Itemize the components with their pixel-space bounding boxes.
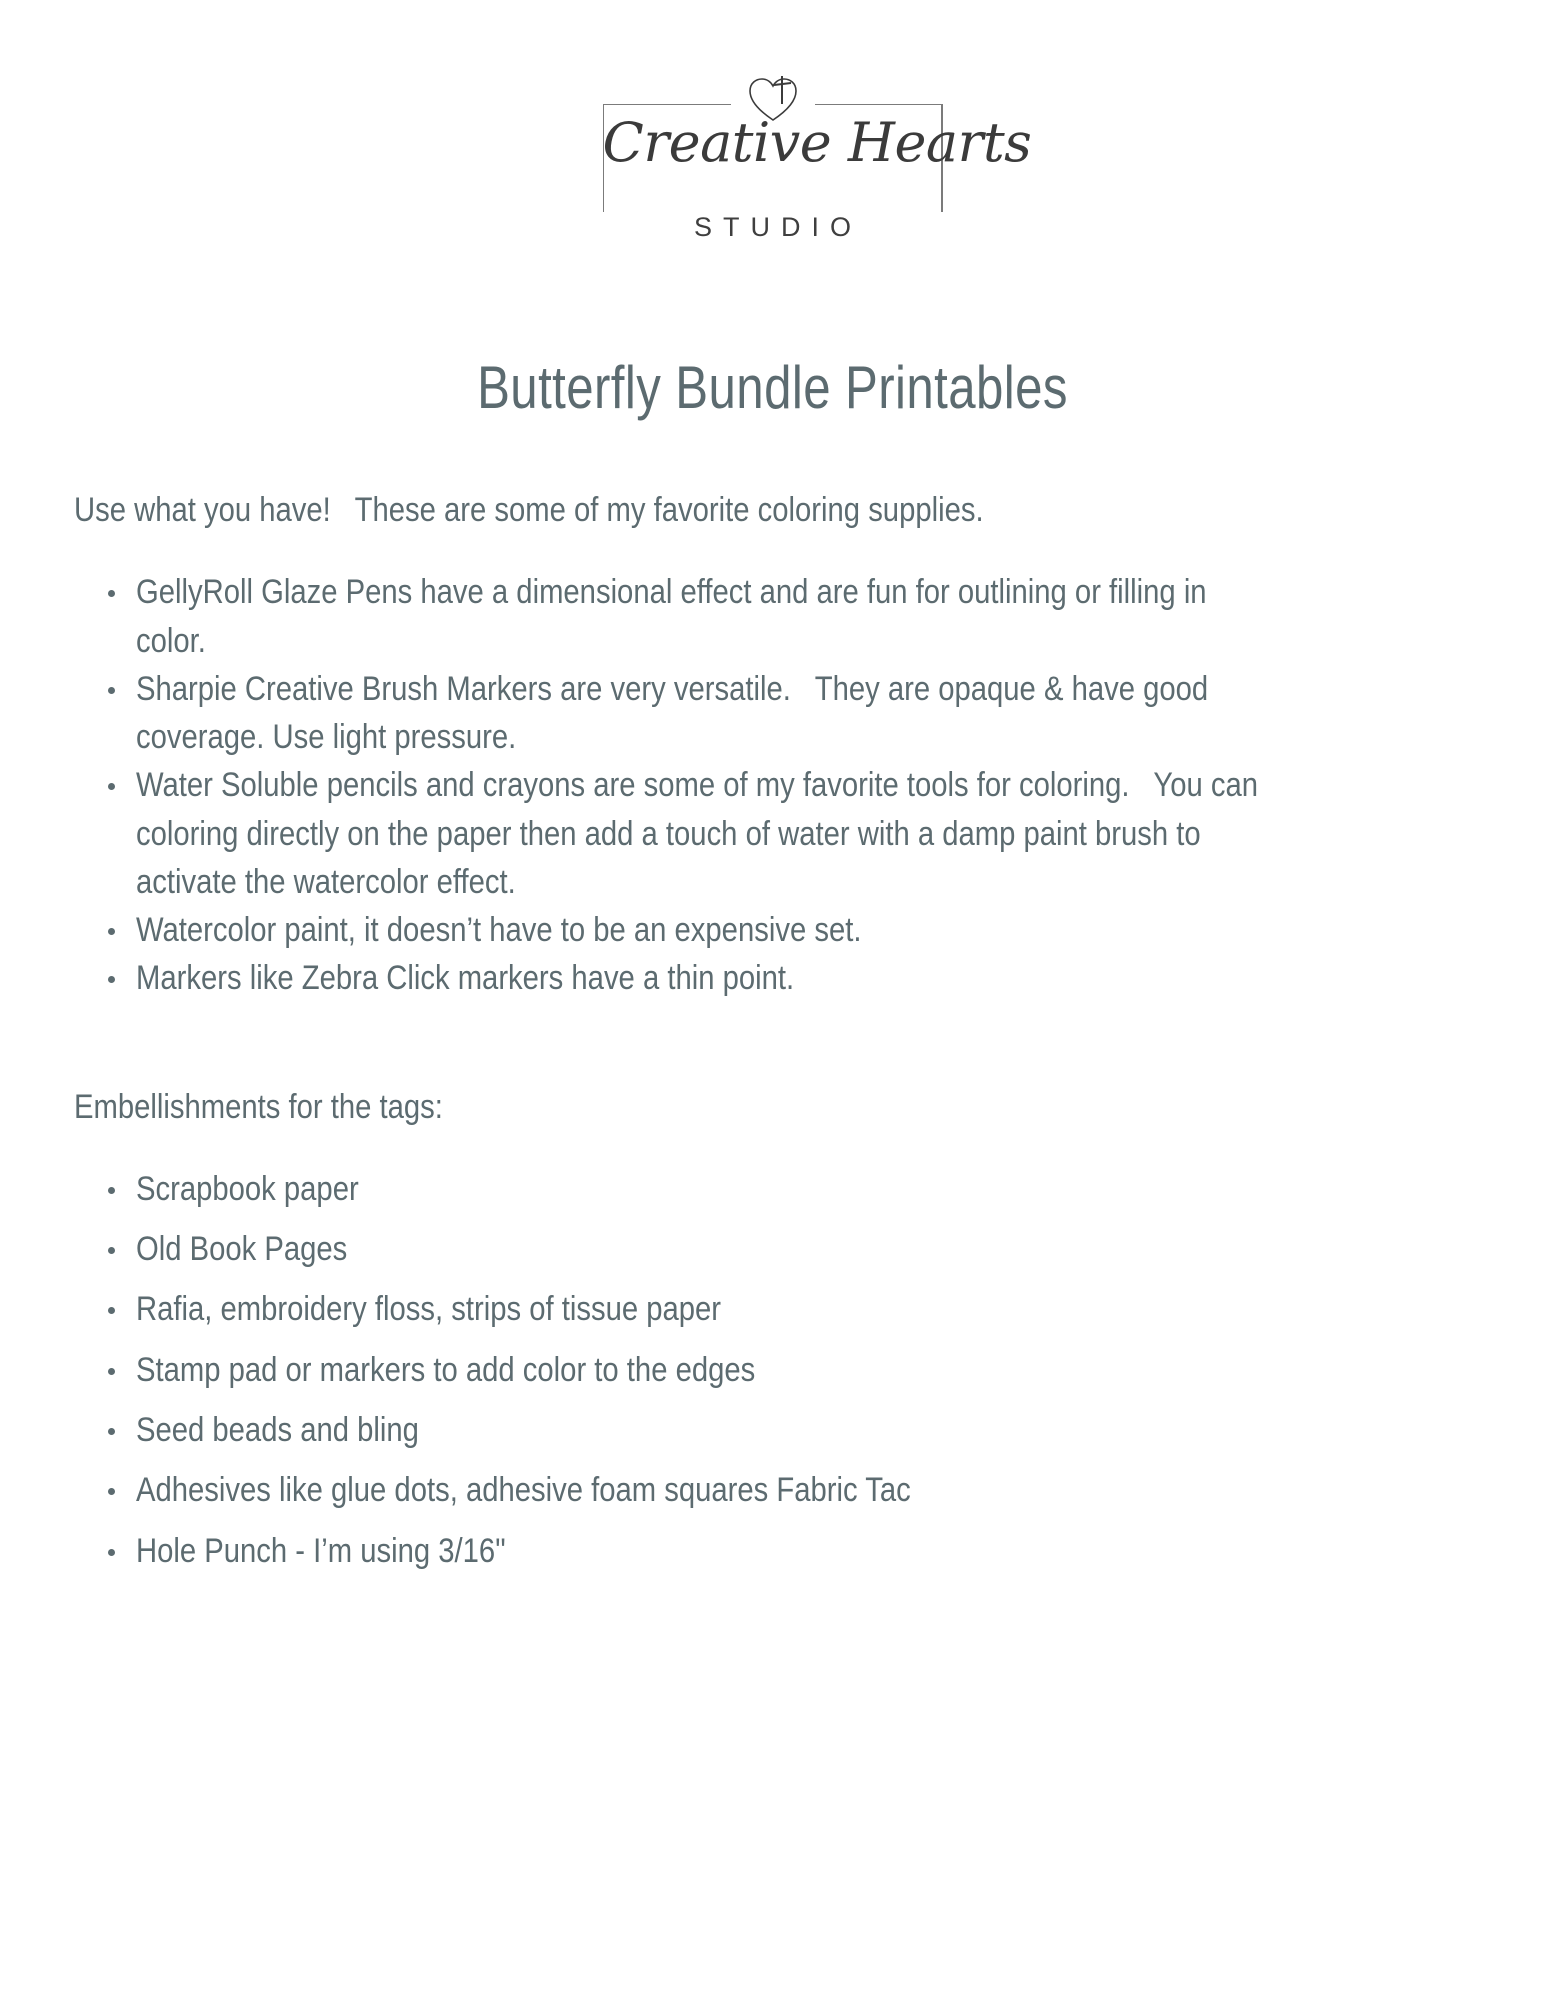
list-item-text: Adhesives like glue dots, adhesive foam squares Fabric Tac xyxy=(136,1471,911,1510)
logo-frame-top-right-rule xyxy=(815,104,943,105)
list-item-text: Scrapbook paper xyxy=(136,1169,359,1208)
list-item-text: Stamp pad or markers to add color to the edges xyxy=(136,1350,756,1389)
list-item-text: Hole Punch - I’m using 3/16" xyxy=(136,1531,506,1570)
list-item xyxy=(74,906,1471,954)
list-item-text: Watercolor paint, it doesn’t have to be an expensive set. xyxy=(136,911,862,950)
list-item xyxy=(74,1527,1471,1575)
list-item-text: Markers like Zebra Click markers have a thin point. xyxy=(136,959,795,998)
list-item-text: Old Book Pages xyxy=(136,1230,348,1269)
list-item-text: GellyRoll Glaze Pens have a dimensional effect and are fun for outlining or filling in color. xyxy=(136,573,1215,660)
logo-frame-top-left-rule xyxy=(603,104,731,105)
document-body xyxy=(74,452,1471,1575)
page-title: Butterfly Bundle Printables xyxy=(477,354,1068,422)
brand-logo xyxy=(0,70,1545,242)
list-item xyxy=(74,954,1471,1002)
embellishments-list xyxy=(74,1165,1471,1575)
supplies-list xyxy=(74,568,1471,1002)
logo-script-name: Creative Hearts xyxy=(602,111,1032,174)
list-item xyxy=(74,1406,1471,1454)
list-item xyxy=(74,665,1471,762)
list-item-text: Rafia, embroidery floss, strips of tissue paper xyxy=(136,1290,722,1329)
logo-frame xyxy=(602,70,1032,242)
logo-studio-word: STUDIO xyxy=(603,212,943,243)
list-item xyxy=(74,1165,1471,1213)
list-item-text: Sharpie Creative Brush Markers are very versatile. They are opaque & have good coverage. Use light pressure. xyxy=(136,669,1217,757)
list-item xyxy=(74,1346,1471,1394)
list-item xyxy=(74,1285,1471,1333)
section-spacer xyxy=(74,1003,1471,1049)
list-item xyxy=(74,1466,1471,1514)
list-item-text: Seed beads and bling xyxy=(136,1410,419,1449)
supplies-intro: Use what you have! These are some of my favorite coloring supplies. xyxy=(74,491,984,529)
list-item xyxy=(74,1225,1471,1273)
embellishments-heading: Embellishments for the tags: xyxy=(74,1087,443,1126)
list-item xyxy=(74,568,1471,665)
list-item xyxy=(74,761,1471,906)
list-item-text: Water Soluble pencils and crayons are some of my favorite tools for coloring. You can coloring directly on the paper then add a touch of water with a damp paint brush to activate the watercolor effect. xyxy=(136,766,1267,901)
